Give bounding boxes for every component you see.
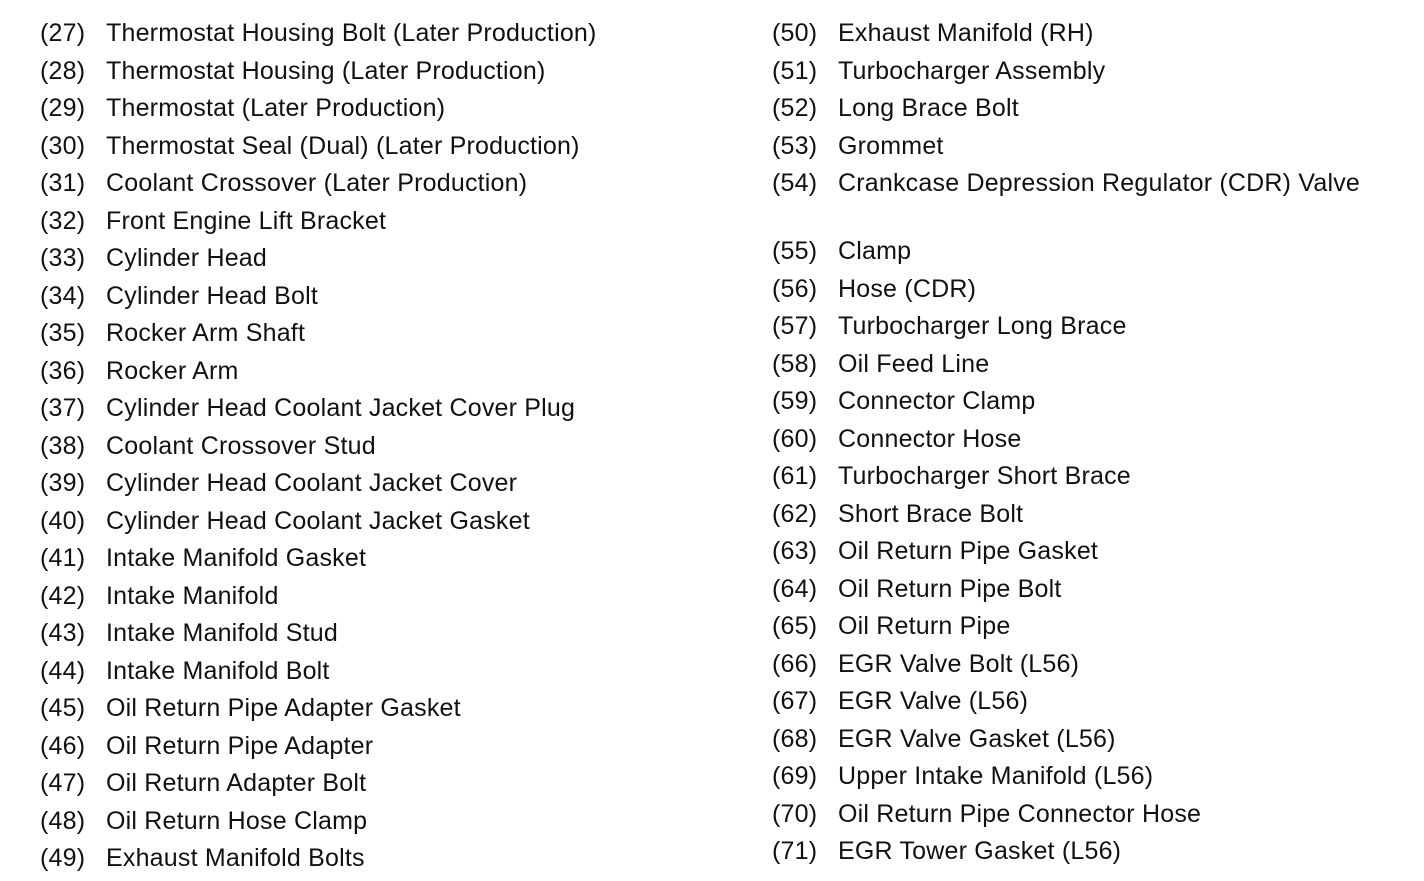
part-item-50 — [772, 18, 1412, 56]
part-item-48 — [40, 806, 740, 844]
part-number: (50) — [772, 19, 818, 47]
part-label: Upper Intake Manifold (L56) — [838, 762, 1154, 790]
part-number: (27) — [40, 19, 86, 47]
part-number: (59) — [772, 387, 818, 415]
part-number: (55) — [772, 237, 818, 265]
part-item-60 — [772, 424, 1412, 462]
part-item-71 — [772, 836, 1412, 874]
part-item-45 — [40, 693, 740, 731]
part-item-38 — [40, 431, 740, 469]
part-item-67 — [772, 686, 1412, 724]
part-item-34 — [40, 281, 740, 319]
part-label: Short Brace Bolt — [838, 499, 1024, 528]
part-item-55 — [772, 236, 1412, 274]
part-label: Intake Manifold Stud — [106, 619, 338, 647]
part-item-40 — [40, 506, 740, 544]
part-label: Cylinder Head Coolant Jacket Cover Plug — [106, 394, 576, 422]
part-number: (68) — [772, 724, 818, 753]
part-label: Connector Hose — [838, 424, 1022, 453]
part-item-28 — [40, 56, 740, 94]
part-item-44 — [40, 656, 740, 694]
part-item-35 — [40, 318, 740, 356]
part-item-59 — [772, 386, 1412, 424]
part-number: (69) — [772, 762, 818, 790]
part-number: (58) — [772, 349, 818, 378]
part-item-57 — [772, 311, 1412, 349]
part-item-61 — [772, 461, 1412, 499]
part-number: (34) — [40, 281, 86, 310]
part-number: (65) — [772, 612, 818, 640]
part-item-30 — [40, 131, 740, 169]
part-number: (51) — [772, 56, 818, 85]
part-item-64 — [772, 574, 1412, 612]
part-number: (56) — [772, 274, 818, 303]
part-label: Oil Return Hose Clamp — [106, 806, 368, 835]
part-label: Cylinder Head Bolt — [106, 281, 319, 310]
part-item-54 — [772, 168, 1412, 236]
part-number: (60) — [772, 424, 818, 453]
part-label: Oil Return Pipe — [838, 612, 1011, 640]
part-item-33 — [40, 243, 740, 281]
part-number: (38) — [40, 431, 86, 460]
part-item-39 — [40, 468, 740, 506]
part-item-49 — [40, 843, 740, 881]
part-number: (57) — [772, 312, 818, 340]
part-label: EGR Tower Gasket (L56) — [838, 837, 1122, 865]
part-label: Long Brace Bolt — [838, 94, 1019, 122]
part-number: (52) — [772, 94, 818, 122]
part-label: EGR Valve Gasket (L56) — [838, 724, 1116, 753]
part-item-29 — [40, 93, 740, 131]
parts-list-right-column — [772, 18, 1412, 874]
part-label: Turbocharger Assembly — [838, 56, 1106, 85]
part-label: Intake Manifold — [106, 581, 279, 610]
part-label: Turbocharger Short Brace — [838, 462, 1131, 490]
part-label: Oil Feed Line — [838, 349, 990, 378]
part-label: Thermostat Housing (Later Production) — [106, 56, 546, 85]
part-item-70 — [772, 799, 1412, 837]
part-label: Connector Clamp — [838, 387, 1036, 415]
parts-list-left-column — [40, 18, 740, 881]
part-item-68 — [772, 724, 1412, 762]
part-item-62 — [772, 499, 1412, 537]
part-label: Oil Return Adapter Bolt — [106, 769, 367, 797]
part-number: (35) — [40, 319, 86, 347]
part-label: Grommet — [838, 131, 944, 160]
part-number: (49) — [40, 844, 86, 872]
part-number: (48) — [40, 806, 86, 835]
part-number: (44) — [40, 656, 86, 685]
part-label: Oil Return Pipe Bolt — [838, 574, 1062, 603]
part-item-58 — [772, 349, 1412, 387]
part-item-47 — [40, 768, 740, 806]
part-label: Thermostat Seal (Dual) (Later Production) — [106, 131, 580, 160]
part-number: (63) — [772, 537, 818, 565]
part-number: (61) — [772, 462, 818, 490]
part-number: (53) — [772, 131, 818, 160]
part-number: (33) — [40, 244, 86, 272]
part-label: Thermostat (Later Production) — [106, 94, 446, 122]
part-item-41 — [40, 543, 740, 581]
part-item-51 — [772, 56, 1412, 94]
part-number: (32) — [40, 206, 86, 235]
part-number: (70) — [772, 799, 818, 828]
part-number: (29) — [40, 94, 86, 122]
part-label: Cylinder Head Coolant Jacket Cover — [106, 469, 518, 497]
part-item-69 — [772, 761, 1412, 799]
part-label: Rocker Arm Shaft — [106, 319, 306, 347]
part-number: (64) — [772, 574, 818, 603]
part-number: (45) — [40, 694, 86, 722]
part-label: Front Engine Lift Bracket — [106, 206, 387, 235]
part-number: (28) — [40, 56, 86, 85]
part-item-63 — [772, 536, 1412, 574]
part-number: (46) — [40, 731, 86, 760]
part-number: (37) — [40, 394, 86, 422]
part-label: Hose (CDR) — [838, 274, 977, 303]
part-number: (43) — [40, 619, 86, 647]
part-label: Exhaust Manifold (RH) — [838, 19, 1094, 47]
part-item-46 — [40, 731, 740, 769]
part-item-42 — [40, 581, 740, 619]
part-item-27 — [40, 18, 740, 56]
part-item-66 — [772, 649, 1412, 687]
part-label: Cylinder Head — [106, 244, 268, 272]
part-label: Oil Return Pipe Gasket — [838, 537, 1099, 565]
part-number: (54) — [772, 169, 818, 197]
part-label: Cylinder Head Coolant Jacket Gasket — [106, 506, 530, 535]
part-label: Intake Manifold Gasket — [106, 544, 367, 572]
part-item-56 — [772, 274, 1412, 312]
part-label: EGR Valve Bolt (L56) — [838, 649, 1080, 678]
part-item-65 — [772, 611, 1412, 649]
part-label: Rocker Arm — [106, 356, 239, 385]
part-label: Crankcase Depression Regulator (CDR) Valve — [838, 169, 1361, 197]
part-number: (47) — [40, 769, 86, 797]
part-item-52 — [772, 93, 1412, 131]
part-number: (71) — [772, 837, 818, 865]
part-number: (30) — [40, 131, 86, 160]
part-label: Oil Return Pipe Connector Hose — [838, 799, 1202, 828]
part-item-36 — [40, 356, 740, 394]
part-item-37 — [40, 393, 740, 431]
part-number: (31) — [40, 169, 86, 197]
part-label: Turbocharger Long Brace — [838, 312, 1127, 340]
part-label: Oil Return Pipe Adapter Gasket — [106, 694, 461, 722]
part-number: (40) — [40, 506, 86, 535]
part-item-43 — [40, 618, 740, 656]
part-number: (42) — [40, 581, 86, 610]
part-number: (66) — [772, 649, 818, 678]
part-number: (62) — [772, 499, 818, 528]
part-number: (41) — [40, 544, 86, 572]
part-item-32 — [40, 206, 740, 244]
part-label: Coolant Crossover (Later Production) — [106, 169, 528, 197]
part-label: Clamp — [838, 237, 912, 265]
part-label: Coolant Crossover Stud — [106, 431, 376, 460]
part-label: Oil Return Pipe Adapter — [106, 731, 374, 760]
part-number: (36) — [40, 356, 86, 385]
part-label: Exhaust Manifold Bolts — [106, 844, 365, 872]
part-label: Intake Manifold Bolt — [106, 656, 330, 685]
part-number: (67) — [772, 687, 818, 715]
part-item-53 — [772, 131, 1412, 169]
part-label: Thermostat Housing Bolt (Later Production) — [106, 19, 597, 47]
part-label: EGR Valve (L56) — [838, 687, 1029, 715]
part-number: (39) — [40, 469, 86, 497]
part-item-31 — [40, 168, 740, 206]
